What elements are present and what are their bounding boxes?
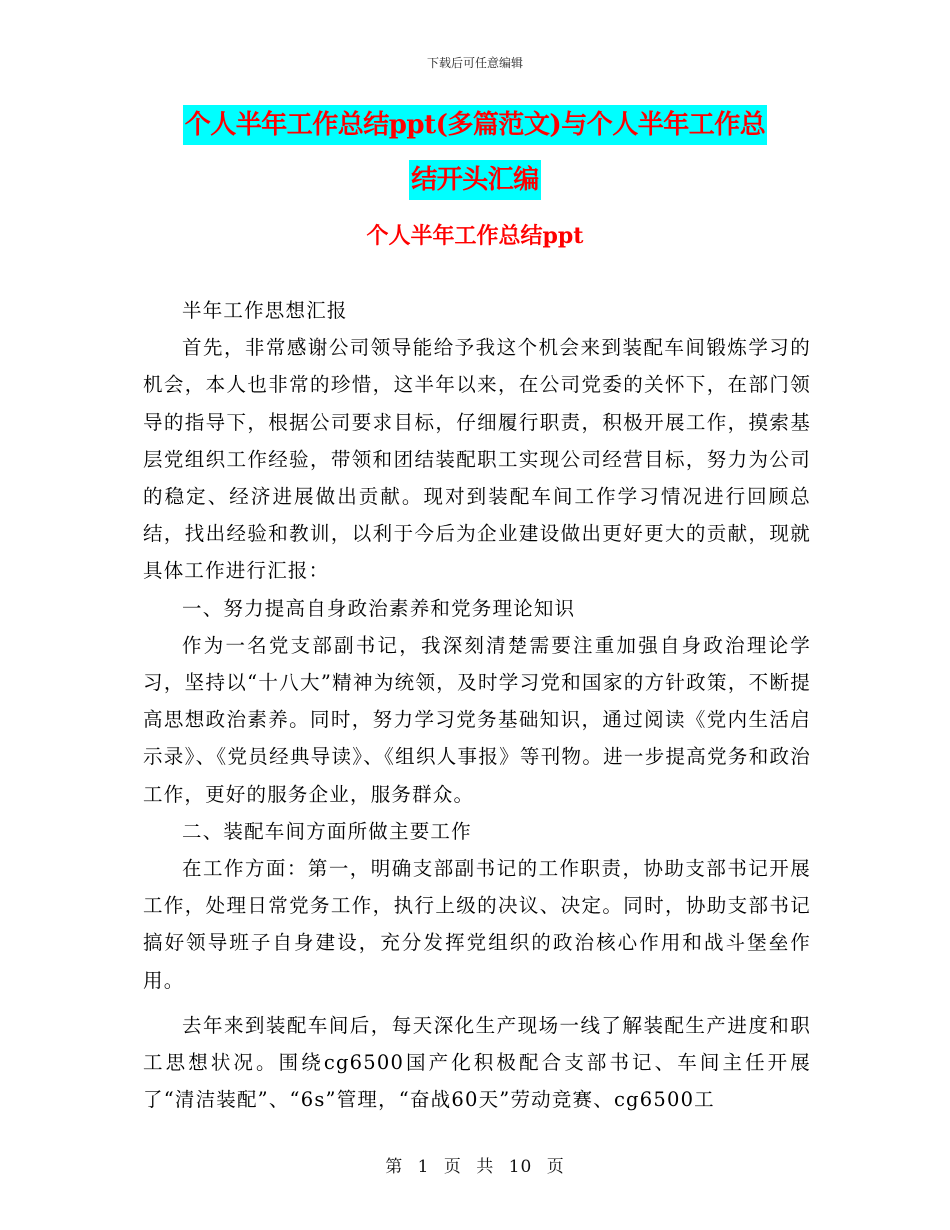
header-note: 下载后可任意编辑: [426, 56, 523, 70]
paragraph: 作为一名党支部副书记，我深刻清楚需要注重加强自身政治理论学习，坚持以“十八大”精神为统领，及时学习党和国家的方针政策，不断提高思想政治素养。同时，努力学习党务基础知识，通过阅读《党内生活启示录》、《党员经典导读》、《组织人事报》等刊物。进一步提高党务和政治工作，更好的服务企业，服务群众。: [143, 633, 811, 806]
footer-total-pages: 10: [508, 1157, 533, 1177]
paragraph: 去年来到装配车间后，每天深化生产现场一线了解装配生产进度和职工思想状况。围绕cg6500国产化积极配合支部书记、车间主任开展了“清洁装配”、“6s”管理，“奋战60天”劳动竞赛、cg6500工: [143, 1013, 811, 1112]
paragraph-heading: 二、装配车间方面所做主要工作: [182, 819, 472, 843]
paragraph-heading: 半年工作思想汇报: [182, 299, 348, 322]
footer-gong: 共: [476, 1157, 495, 1177]
title-line-2: 结开头汇编: [409, 160, 541, 200]
paragraph-heading: 一、努力提高自身政治素养和党务理论知识: [182, 596, 576, 620]
footer-page-number: 1: [417, 1157, 430, 1177]
page-footer: [0, 1152, 950, 1177]
paragraph: 在工作方面：第一，明确支部副书记的工作职责，协助支部书记开展工作，处理日常党务工作，执行上级的决议、决定。同时，协助支部书记搞好领导班子自身建设，充分发挥党组织的政治核心作用和战斗堡垒作用。: [143, 857, 811, 992]
footer-ye: 页: [546, 1157, 565, 1177]
section-subtitle: 个人半年工作总结ppt: [366, 223, 584, 249]
title-line-1: 个人半年工作总结ppt(多篇范文)与个人半年工作总: [183, 105, 767, 145]
paragraph: 首先，非常感谢公司领导能给予我这个机会来到装配车间锻炼学习的机会，本人也非常的珍惜，这半年以来，在公司党委的关怀下，在部门领导的指导下，根据公司要求目标，仔细履行职责，积极开展工作，摸索基层党组织工作经验，带领和团结装配职工实现公司经营目标，努力为公司的稳定、经济进展做出贡献。现对到装配车间工作学习情况进行回顾总结，找出经验和教训，以利于今后为企业建设做出更好更大的贡献，现就具体工作进行汇报：: [143, 336, 811, 583]
body-text: [143, 292, 811, 1118]
footer-ye: 页: [443, 1157, 462, 1177]
document-title: [0, 105, 950, 200]
footer-di: 第: [385, 1157, 404, 1177]
